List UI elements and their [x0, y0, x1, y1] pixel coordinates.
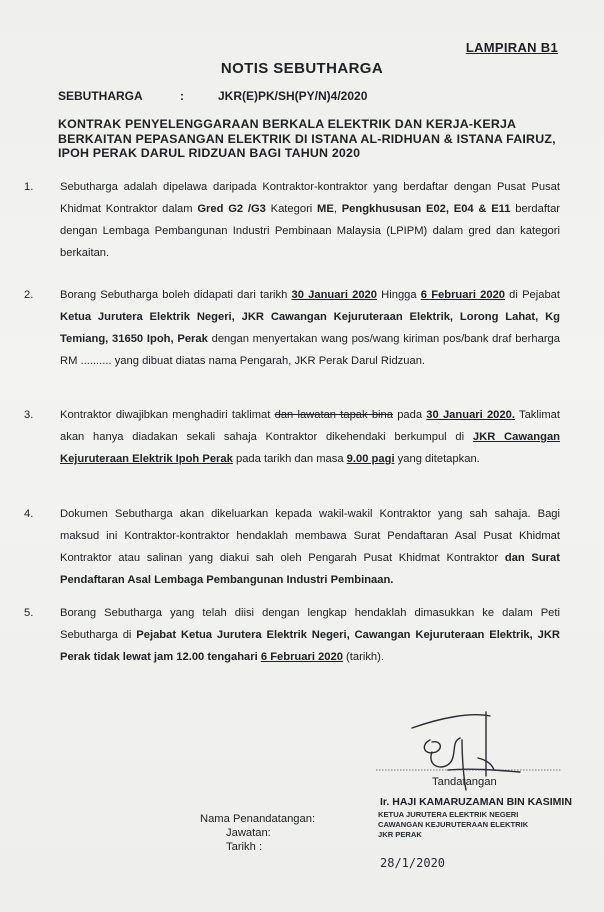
- signature-label: Tandatangan: [432, 776, 497, 788]
- signature-fields: [200, 812, 315, 854]
- field-date: Tarikh :: [226, 841, 263, 853]
- clause-text: Kontraktor diwajibkan menghadiri taklimat dan lawatan tapak bina pada 30 Januari 2020. Taklimat akan hanya diadakan sekali sahaja Kontraktor dikehendaki berkumpul di JKR Cawangan Kejuruteraan Elektrik Ipoh Perak pada tarikh dan masa 9.00 pagi yang ditetapkan.: [60, 409, 561, 465]
- clause-text: Borang Sebutharga boleh didapati dari tarikh 30 Januari 2020 Hingga 6 Februari 2020 di Pejabat Ketua Jurutera Elektrik Negeri, JKR Cawangan Kejuruteraan Elektrik, Lorong Lahat, Kg Temiang, 31650 Ipoh, Perak dengan menyertakan wang pos/wang kiriman pos/bank draf berharga RM .......... yang dibuat diatas nama Pengarah, JKR Perak Darul Ridzuan.: [60, 289, 561, 367]
- clause-number: 3.: [24, 409, 34, 421]
- field-signatory-name: Nama Penandatangan:: [200, 813, 316, 825]
- clause-text: Sebutharga adalah dipelawa daripada Kontraktor-kontraktor yang berdaftar dengan Pusat Pusat Khidmat Kontraktor dalam Gred G2 /G3 Kategori ME, Pengkhususan E02, E04 & E11 berdaftar dengan Lembaga Pembangunan Industri Pembinaan Malaysia (LPIPM) dalam gred dan kategori berkaitan.: [60, 181, 561, 259]
- subject-heading: KONTRAK PENYELENGGARAAN BERKALA ELEKTRIK DAN KERJA-KERJA BERKAITAN PEPASANGAN ELEKTRIK DI ISTANA AL-RIDHUAN & ISTANA FAIRUZ, IPOH PERAK DARUL RIDZUAN BAGI TAHUN 2020: [58, 117, 556, 160]
- official-stamp: KETUA JURUTERA ELEKTRIK NEGERI CAWANGAN KEJURUTERAAN ELEKTRIK JKR PERAK: [378, 810, 529, 839]
- annex-label: LAMPIRAN B1: [465, 40, 558, 55]
- clause-number: 5.: [24, 607, 34, 619]
- reference-label: SEBUTHARGA: [58, 89, 143, 103]
- signatory-name: Ir. HAJI KAMARUZAMAN BIN KASIMIN: [380, 796, 572, 808]
- clause-text: Dokumen Sebutharga akan dikeluarkan kepada wakil-wakil Kontraktor yang sah sahaja. Bagi maksud ini Kontraktor-kontraktor hendaklah membawa Surat Pendaftaran Asal Pusat Khidmat Kontraktor atau salinan yang diakui sah oleh Pengarah Pusat Khidmat Kontraktor dan Surat Pendaftaran Asal Lembaga Pembangunan Industri Pembinaan.: [60, 508, 560, 586]
- clause-number: 4.: [24, 508, 34, 520]
- clause-text: Borang Sebutharga yang telah diisi dengan lengkap hendaklah dimasukkan ke dalam Peti Sebutharga di Pejabat Ketua Jurutera Elektrik Negeri, Cawangan Kejuruteraan Elektrik, JKR Perak tidak lewat jam 12.00 tengahari 6 Februari 2020 (tarikh).: [60, 607, 561, 663]
- reference-colon: :: [180, 89, 184, 103]
- clause-number: 1.: [24, 181, 34, 193]
- field-position: Jawatan:: [226, 827, 271, 839]
- document-title: NOTIS SEBUTHARGA: [220, 60, 384, 77]
- handwritten-date: 28/1/2020: [380, 856, 446, 870]
- clause-number: 2.: [24, 289, 34, 301]
- reference-number: JKR(E)PK/SH(PY/N)4/2020: [218, 89, 368, 103]
